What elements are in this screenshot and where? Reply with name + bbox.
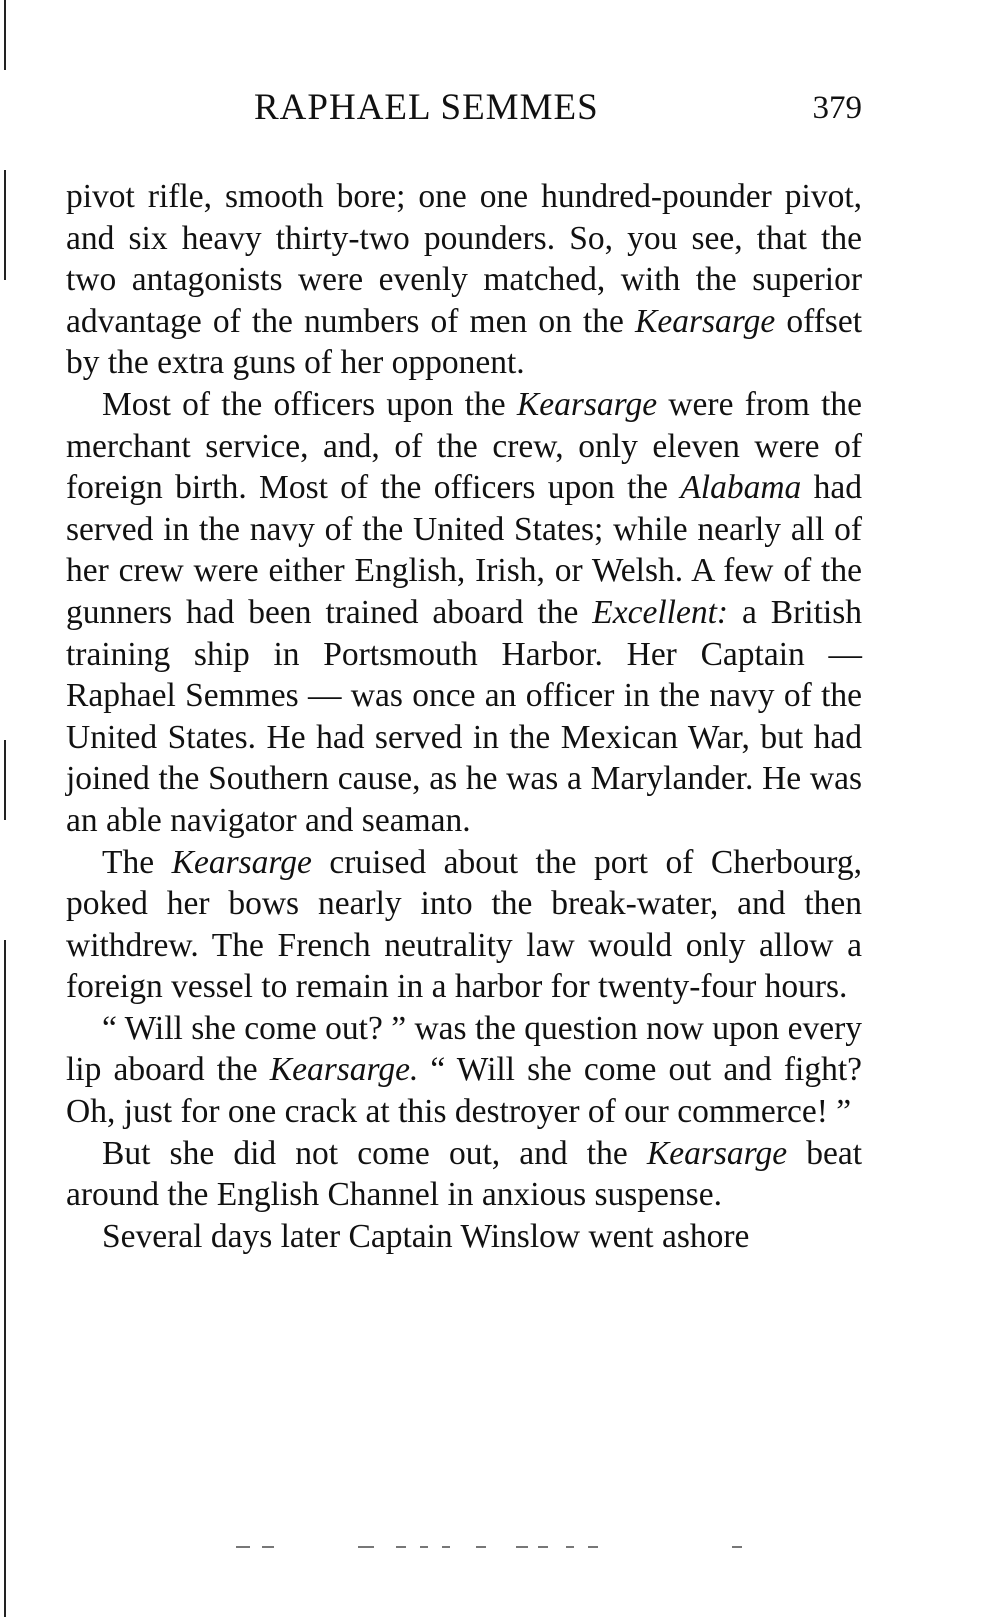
- body-text: [66, 176, 862, 1257]
- paragraph: [66, 1216, 862, 1258]
- italic-ship-name: Kearsarge: [646, 1134, 788, 1172]
- italic-ship-name: Kearsarge.: [269, 1051, 419, 1089]
- text-run: were from the merchant service, and, of the crew, only eleven were of foreign birth. Most of the officers upon the: [66, 385, 862, 507]
- text-run: had served in the navy of the United States; while nearly all of her crew were either English, Irish, or Welsh. A few of the gunners had been trained aboard the: [66, 469, 862, 631]
- page-edge-mark-lower: [4, 740, 6, 820]
- page-edge-mark-middle: [4, 170, 6, 280]
- running-title: RAPHAEL SEMMES: [254, 87, 599, 128]
- text-run: beat around the English Channel in anxious suspense.: [66, 1134, 863, 1214]
- page-header: [66, 84, 862, 132]
- page-edge-mark-bottom: [4, 940, 6, 1617]
- text-run: “ Will she come out? ” was the question now upon every lip aboard the: [66, 1009, 862, 1089]
- paragraph: [66, 1008, 862, 1133]
- text-run: a British training ship in Portsmouth Harbor. Her Captain — Raphael Semmes — was once an officer in the navy of the United States. He had served in the Mexican War, but had joined the Southern cause, as he was a Marylander. He was an able navigator and seaman.: [66, 593, 863, 839]
- text-run: offset by the extra guns of her opponent.: [66, 302, 862, 382]
- italic-ship-name: Alabama: [680, 469, 802, 507]
- text-run: Most of the officers upon the: [102, 385, 517, 423]
- text-run: Several days later Captain Winslow went ashore: [102, 1217, 750, 1255]
- italic-ship-name: Kearsarge: [516, 385, 658, 423]
- text-run: The: [102, 843, 172, 881]
- italic-ship-name: Excellent:: [592, 593, 729, 631]
- bottom-print-marks: [236, 1546, 776, 1552]
- page-edge-mark-upper: [4, 0, 6, 70]
- text-run: cruised about the port of Cherbourg, poked her bows nearly into the break-water, and then withdrew. The French neutrality law would only allow a foreign vessel to remain in a harbor for twenty-four hours.: [66, 843, 862, 1006]
- paragraph: [66, 842, 862, 1008]
- italic-ship-name: Kearsarge: [171, 843, 312, 881]
- text-run: “ Will she come out and fight? Oh, just for one crack at this destroyer of our commerce! ”: [66, 1051, 863, 1131]
- text-run: pivot rifle, smooth bore; one one hundred-pounder pivot, and six heavy thirty-two pounders. So, you see, that the two antagonists were evenly matched, with the superior advantage of the numbers of men on the: [66, 178, 862, 340]
- paragraph: [66, 176, 862, 384]
- paragraph: [66, 384, 862, 842]
- paragraph: [66, 1133, 862, 1216]
- page-number: 379: [812, 90, 862, 126]
- italic-ship-name: Kearsarge: [635, 302, 776, 340]
- text-run: But she did not come out, and the: [102, 1134, 647, 1172]
